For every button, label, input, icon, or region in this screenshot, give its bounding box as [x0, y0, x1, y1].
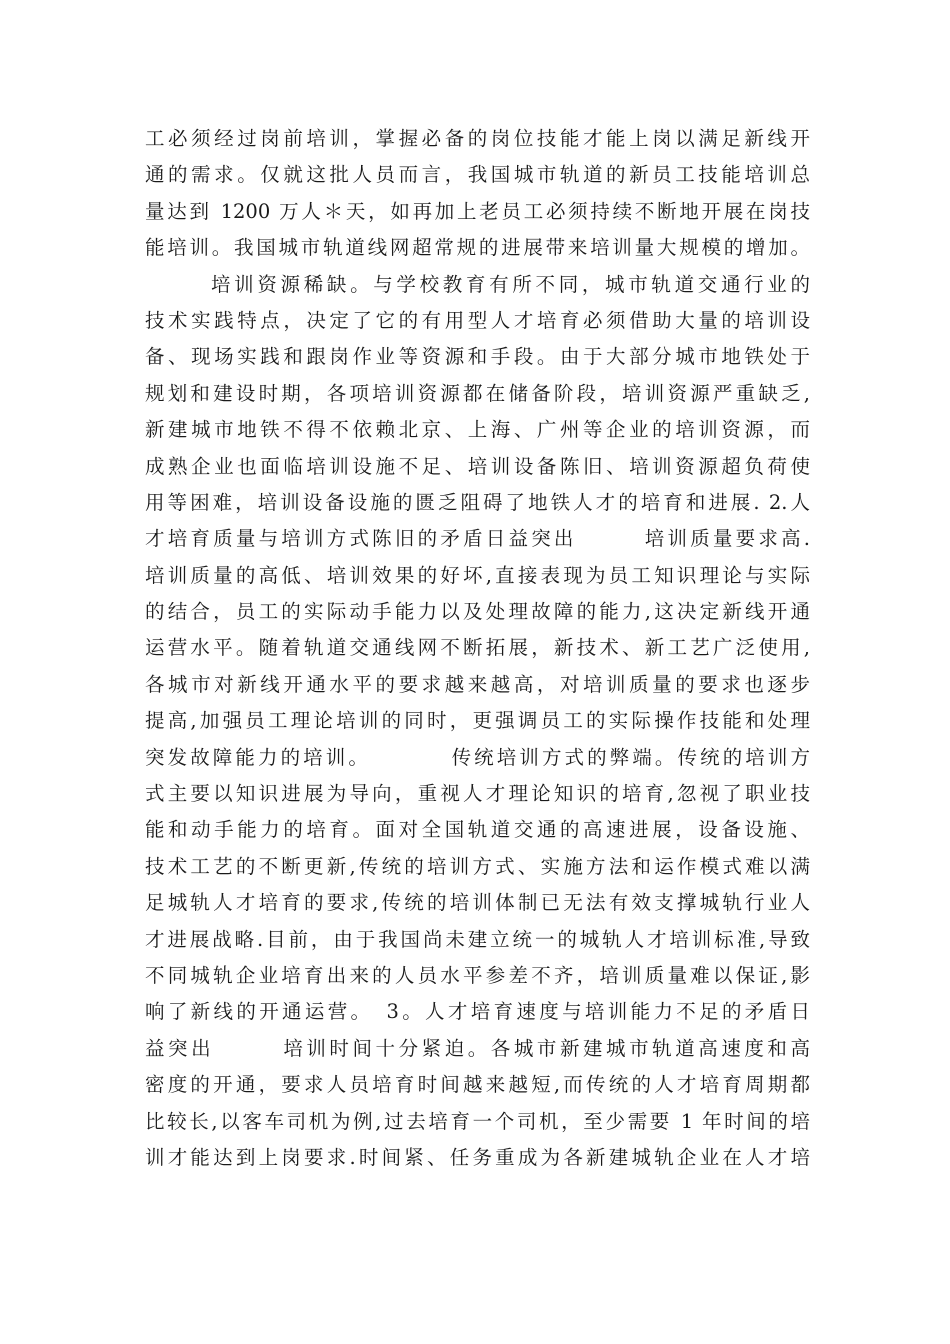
- text-line: 能和动手能力的培育。面对全国轨道交通的高速进展，设备设施、: [145, 818, 810, 842]
- text-line: 运营水平。随着轨道交通线网不断拓展，新技术、新工艺广泛使用,: [145, 636, 810, 660]
- text-line: 备、现场实践和跟岗作业等资源和手段。由于大部分城市地铁处于: [145, 345, 810, 369]
- text-line: 各城市对新线开通水平的要求越来越高，对培训质量的要求也逐步: [145, 672, 810, 696]
- text-line: 响了新线的开通运营。 3。人才培育速度与培训能力不足的矛盾日: [145, 1000, 810, 1024]
- text-line: 能培训。我国城市轨道线网超常规的进展带来培训量大规模的增加。: [145, 236, 810, 260]
- text-line: 突发故障能力的培训。 传统培训方式的弊端。传统的培训方: [145, 745, 810, 769]
- text-line: 通的需求。仅就这批人员而言，我国城市轨道的新员工技能培训总: [145, 163, 810, 187]
- text-line: 成熟企业也面临培训设施不足、培训设备陈旧、培训资源超负荷使: [145, 454, 810, 478]
- text-line: 才培育质量与培训方式陈旧的矛盾日益突出 培训质量要求高.: [145, 527, 810, 551]
- paragraph-start-line: 培训资源稀缺。与学校教育有所不同，城市轨道交通行业的: [211, 272, 810, 296]
- text-line: 足城轨人才培育的要求,传统的培训体制已无法有效支撑城轨行业人: [145, 891, 810, 915]
- text-line: 密度的开通，要求人员培育时间越来越短,而传统的人才培育周期都: [145, 1073, 810, 1097]
- text-line: 不同城轨企业培育出来的人员水平参差不齐，培训质量难以保证,影: [145, 963, 810, 987]
- text-line: 培训质量的高低、培训效果的好坏,直接表现为员工知识理论与实际: [145, 563, 810, 587]
- text-line: 量达到 1200 万人＊天，如再加上老员工必须持续不断地开展在岗技: [145, 199, 810, 223]
- text-line: 规划和建设时期，各项培训资源都在储备阶段，培训资源严重缺乏,: [145, 381, 810, 405]
- text-line: 提高,加强员工理论培训的同时，更强调员工的实际操作技能和处理: [145, 709, 810, 733]
- text-line: 的结合，员工的实际动手能力以及处理故障的能力,这决定新线开通: [145, 600, 810, 624]
- text-line: 式主要以知识进展为导向，重视人才理论知识的培育,忽视了职业技: [145, 782, 810, 806]
- text-line: 技术工艺的不断更新,传统的培训方式、实施方法和运作模式难以满: [145, 854, 810, 878]
- text-line: 新建城市地铁不得不依赖北京、上海、广州等企业的培训资源，而: [145, 418, 810, 442]
- text-line: 工必须经过岗前培训，掌握必备的岗位技能才能上岗以满足新线开: [145, 127, 810, 150]
- text-line: 比较长,以客车司机为例,过去培育一个司机，至少需要 1 年时间的培: [145, 1109, 810, 1133]
- text-line: 益突出 培训时间十分紧迫。各城市新建城市轨道高速度和高: [145, 1036, 810, 1060]
- text-line: 训才能达到上岗要求.时间紧、任务重成为各新建城轨企业在人才培: [145, 1145, 810, 1169]
- text-line: 才进展战略.目前，由于我国尚未建立统一的城轨人才培训标准,导致: [145, 927, 810, 951]
- document-body: [145, 121, 810, 1176]
- text-line: 用等困难，培训设备设施的匮乏阻碍了地铁人才的培育和进展. 2.人: [145, 490, 810, 514]
- text-line: 技术实践特点，决定了它的有用型人才培育必须借助大量的培训设: [145, 308, 810, 332]
